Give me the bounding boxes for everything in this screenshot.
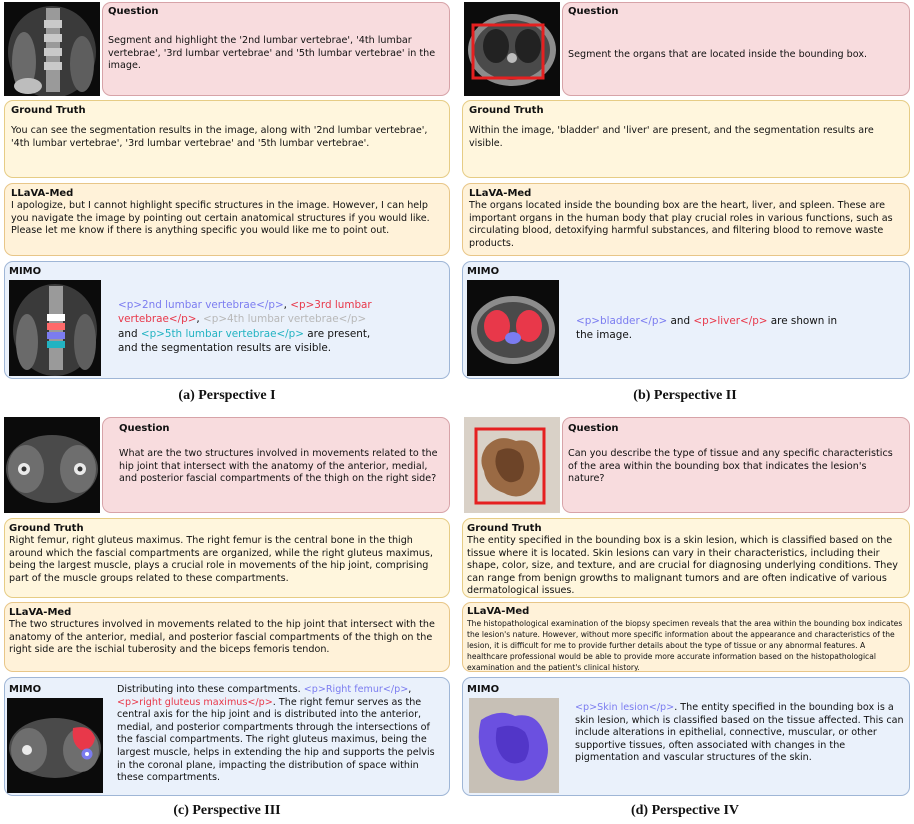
mimo-box-d bbox=[462, 677, 910, 796]
ground-truth-title: Ground Truth bbox=[11, 105, 86, 116]
sep: , bbox=[408, 684, 412, 695]
thigh-segmentation-image bbox=[7, 698, 103, 793]
question-text: Segment the organs that are located inside the bounding box. bbox=[568, 49, 868, 60]
mimo-text bbox=[575, 702, 905, 765]
skin-lesion-segmentation-image bbox=[469, 698, 559, 793]
mimo-title: MIMO bbox=[467, 684, 500, 695]
llava-text: The histopathological examination of the biopsy specimen reveals that the area within the bounding box indicates the lesion's nature. However, without more specific information about the appearance and characteristics of the lesion, it is difficult for me to provide further details about the type of tissue or any abnormal features. A healthcare professional would be able to provide more accurate information based on the histopathological examination and the patient's clinical history. bbox=[467, 619, 903, 672]
mimo-rest: are shown in the image. bbox=[576, 315, 838, 342]
question-title: Question bbox=[568, 423, 619, 434]
tag-2nd-lumbar: <p>2nd lumbar vertebrae</p> bbox=[118, 299, 284, 311]
question-text: What are the two structures involved in movements related to the hip joint that intersect with the anatomy of the anterior, medial, and posterior fascial compartments of the thigh on the right side? bbox=[119, 448, 438, 485]
caption-c: (c) Perspective III bbox=[173, 803, 281, 818]
sep: and bbox=[118, 327, 141, 340]
llava-title: LLaVA-Med bbox=[467, 606, 530, 617]
mimo-lead: Distributing into these compartments. bbox=[117, 684, 304, 695]
tag-3rd-lumbar: <p>3rd lumbar vertebrae</p> bbox=[118, 299, 372, 326]
question-box-a bbox=[102, 2, 450, 96]
llava-box-d bbox=[462, 602, 910, 672]
skin-lesion-bbox-image bbox=[464, 417, 560, 513]
ground-truth-text: You can see the segmentation results in the image, along with '2nd lumbar vertebrae', '4th lumbar vertebrae', '3rd lumbar vertebrae' and '5th lumbar vertebrae'. bbox=[11, 125, 428, 149]
tag-skin-lesion: <p>Skin lesion</p> bbox=[575, 702, 675, 713]
thigh-ct-image bbox=[4, 417, 100, 513]
ground-truth-title: Ground Truth bbox=[469, 105, 544, 116]
mimo-text bbox=[576, 314, 846, 343]
spine-segmentation-image bbox=[9, 280, 101, 376]
caption-b: (b) Perspective II bbox=[633, 388, 737, 403]
llava-box-a bbox=[4, 183, 450, 256]
question-text: Segment and highlight the '2nd lumbar vertebrae', '4th lumbar vertebrae', '3rd lumbar vertebrae' and '5th lumbar vertebrae' in the image. bbox=[108, 35, 436, 72]
sep: , bbox=[196, 313, 204, 326]
llava-title: LLaVA-Med bbox=[469, 188, 532, 199]
chest-ct-segmentation-image bbox=[467, 280, 559, 376]
tag-bladder: <p>bladder</p> bbox=[576, 315, 668, 327]
ground-truth-box-c bbox=[4, 518, 450, 598]
ground-truth-title: Ground Truth bbox=[467, 523, 542, 534]
question-title: Question bbox=[108, 6, 159, 17]
question-title: Question bbox=[568, 6, 619, 17]
llava-box-b bbox=[462, 183, 910, 256]
tag-liver: <p>liver</p> bbox=[693, 315, 768, 327]
ground-truth-box-d bbox=[462, 518, 910, 598]
ground-truth-title: Ground Truth bbox=[9, 523, 84, 534]
question-box-b bbox=[562, 2, 910, 96]
mimo-box-b bbox=[462, 261, 910, 379]
chest-ct-bbox-image bbox=[464, 2, 560, 96]
mimo-text bbox=[118, 298, 373, 356]
llava-text: I apologize, but I cannot highlight specific structures in the image. However, I can help you navigate the image by pointing out certain anatomical structures if you would like. Please let me know if there is anything specific you would like me to point out. bbox=[11, 200, 430, 237]
tag-4th-lumbar: <p>4th lumbar vertebrae</p> bbox=[203, 313, 367, 326]
ground-truth-text: Within the image, 'bladder' and 'liver' are present, and the segmentation results are visible. bbox=[469, 125, 874, 149]
mimo-title: MIMO bbox=[9, 266, 42, 277]
question-text: Can you describe the type of tissue and any specific characteristics of the area within the bounding box that indicates the lesion's nature? bbox=[568, 448, 893, 485]
question-box-d bbox=[562, 417, 910, 513]
caption-d: (d) Perspective IV bbox=[630, 803, 740, 818]
llava-box-c bbox=[4, 602, 450, 672]
tag-5th-lumbar: <p>5th lumbar vertebrae</p> bbox=[140, 327, 304, 340]
mimo-title: MIMO bbox=[467, 266, 500, 277]
question-box-c bbox=[102, 417, 450, 513]
mimo-title: MIMO bbox=[9, 684, 42, 695]
question-title: Question bbox=[119, 423, 170, 434]
mimo-text bbox=[117, 684, 445, 785]
mimo-rest: . The right femur serves as the central axis for the hip joint and is distributed into the anterior, medial, and posterior compartments through the intersections of the fascial compartments. The right gluteus maximus, being the largest muscle, helps in extending the hip and supports the pelvis in the coronal plane, impacting the distribution of space within these compartments. bbox=[117, 696, 435, 784]
mimo-rest: . The entity specified in the bounding box is a skin lesion, which is classified based on the tissue affected. This can include alterations in epithelial, connective, muscular, or other supportive tissues, often associated with changes in the pigmentation and vascular structures of the skin. bbox=[575, 702, 904, 764]
ground-truth-text: Right femur, right gluteus maximus. The right femur is the central bone in the thigh around which the fascial compartments are organized, while the right gluteus maximus, being the largest muscle, plays a crucial role in movements of the hip joint, comprising part of the muscle groups related to these compartments. bbox=[9, 535, 433, 584]
mimo-box-a bbox=[4, 261, 450, 379]
tag-right-femur: <p>Right femur</p> bbox=[303, 684, 409, 695]
sep: and bbox=[667, 315, 694, 327]
spine-ct-image bbox=[4, 2, 100, 96]
caption-a: (a) Perspective I bbox=[178, 388, 276, 403]
sep: , bbox=[283, 299, 291, 311]
llava-title: LLaVA-Med bbox=[9, 607, 72, 618]
llava-text: The two structures involved in movements related to the hip joint that intersect with the anatomy of the anterior, medial, and posterior fascial compartments of the thigh on the right side are the ischial tuberosity and the biceps femoris tendon. bbox=[9, 619, 435, 656]
tag-right-gluteus: <p>right gluteus maximus</p> bbox=[117, 696, 273, 708]
ground-truth-box-a bbox=[4, 100, 450, 178]
llava-text: The organs located inside the bounding box are the heart, liver, and spleen. These are important organs in the human body that play crucial roles in various functions, such as circulating blood, detoxifying harmful substances, and filtering blood to remove waste products. bbox=[469, 200, 893, 249]
mimo-box-c bbox=[4, 677, 450, 796]
mimo-rest: are present, and the segmentation results are visible. bbox=[118, 327, 371, 355]
ground-truth-box-b bbox=[462, 100, 910, 178]
llava-title: LLaVA-Med bbox=[11, 188, 74, 199]
ground-truth-text: The entity specified in the bounding box is a skin lesion, which is classified based on the tissue where it is located. Skin lesions can vary in their characteristics, including their shape, color, size, and texture, and are crucial for diagnosing underlying conditions. They can range from benign growths to malignant tumors and are often indicative of various dermatological issues. bbox=[467, 535, 898, 597]
